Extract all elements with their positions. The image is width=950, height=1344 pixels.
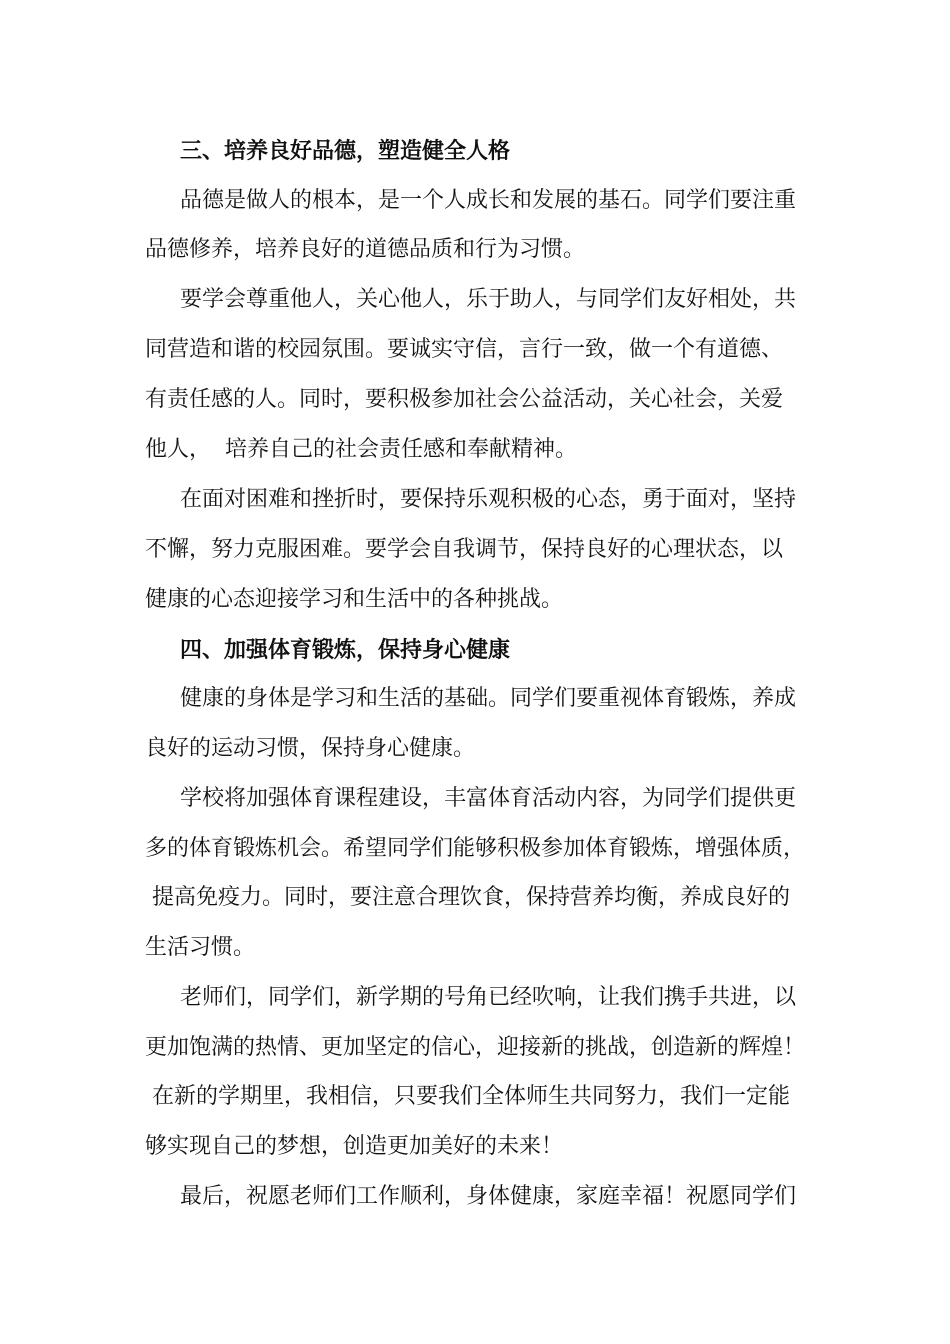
paragraph-line: 在新的学期里，我相信，只要我们全体师生共同努力，我们一定能 [145,1084,790,1109]
paragraph-line: 他人， 培养自己的社会责任感和奉献精神。 [145,437,577,462]
paragraph-line: 不懈，努力克服困难。要学会自我调节，保持良好的心理状态，以 [145,537,784,562]
section-heading-4: 四、加强体育锻炼，保持身心健康 [180,637,511,663]
paragraph-line: 健康的身体是学习和生活的基础。同学们要重视体育锻炼，养成 [180,686,797,711]
paragraph-line: 老师们，同学们，新学期的号角已经吹响，让我们携手共进，以 [180,985,797,1010]
paragraph-line: 生活习惯。 [145,935,256,960]
paragraph-line: 有责任感的人。同时，要积极参加社会公益活动，关心社会，关爱 [145,387,784,412]
paragraph-line: 健康的心态迎接学习和生活中的各种挑战。 [145,587,564,612]
paragraph-line: 品德修养，培养良好的道德品质和行为习惯。 [145,237,586,262]
paragraph-line: 学校将加强体育课程建设，丰富体育活动内容，为同学们提供更 [180,786,797,811]
paragraph-line: 品德是做人的根本，是一个人成长和发展的基石。同学们要注重 [180,188,797,213]
paragraph-line: 良好的运动习惯，保持身心健康。 [145,736,476,761]
section-heading-3: 三、培养良好品德，塑造健全人格 [180,138,511,164]
paragraph-line: 多的体育锻炼机会。希望同学们能够积极参加体育锻炼，增强体质， [145,836,806,861]
paragraph-line: 在面对困难和挫折时，要保持乐观积极的心态，勇于面对，坚持 [180,487,797,512]
paragraph-line: 同营造和谐的校园氛围。要诚实守信，言行一致，做一个有道德、 [145,337,784,362]
paragraph-line: 要学会尊重他人，关心他人，乐于助人，与同学们友好相处，共 [180,287,797,312]
paragraph-line: 最后，祝愿老师们工作顺利，身体健康，家庭幸福！祝愿同学们 [180,1184,797,1209]
paragraph-line: 更加饱满的热情、更加坚定的信心，迎接新的挑战，创造新的辉煌！ [145,1035,806,1060]
paragraph-line: 够实现自己的梦想，创造更加美好的未来！ [145,1134,564,1159]
paragraph-line: 提高免疫力。同时，要注意合理饮食，保持营养均衡，养成良好的 [145,885,790,910]
